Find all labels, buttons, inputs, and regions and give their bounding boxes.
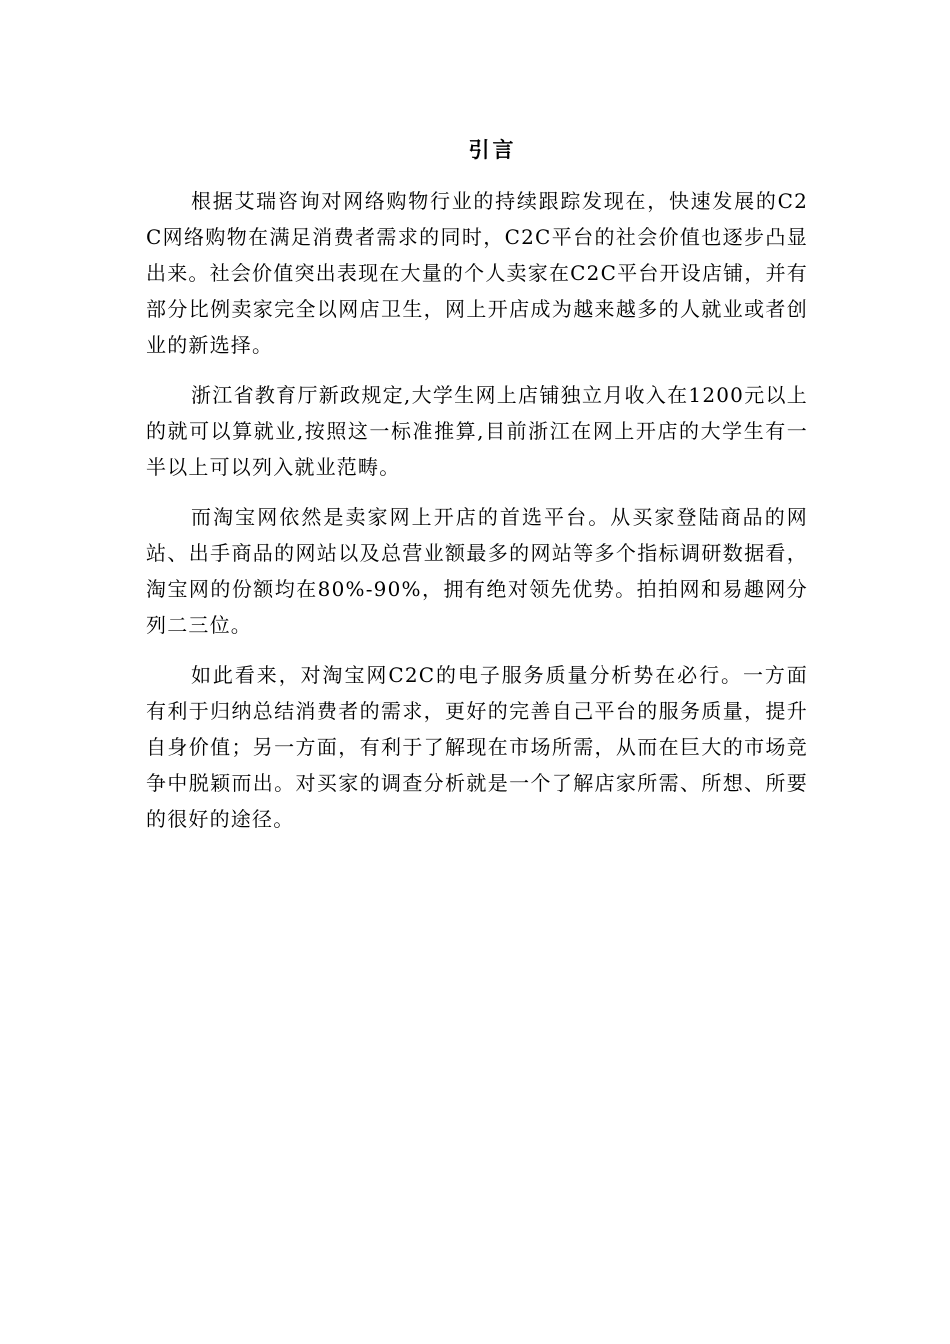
- paragraph-3: 而淘宝网依然是卖家网上开店的首选平台。从买家登陆商品的网站、出手商品的网站以及总营业额最多的网站等多个指标调研数据看，淘宝网的份额均在80%-90%，拥有绝对领先优势。拍拍网和易趣网分列二三位。: [146, 505, 808, 637]
- paragraph-1: 根据艾瑞咨询对网络购物行业的持续跟踪发现在，快速发展的C2C网络购物在满足消费者需求的同时，C2C平台的社会价值也逐步凸显出来。社会价值突出表现在大量的个人卖家在C2C平台开设店铺，并有部分比例卖家完全以网店卫生，网上开店成为越来越多的人就业或者创业的新选择。: [146, 189, 808, 357]
- paragraph-2: 浙江省教育厅新政规定,大学生网上店铺独立月收入在1200元以上的就可以算就业,按照这一标准推算,目前浙江在网上开店的大学生有一半以上可以列入就业范畴。: [146, 383, 808, 479]
- page-title: 引言: [468, 138, 517, 162]
- paragraph-4: 如此看来，对淘宝网C2C的电子服务质量分析势在必行。一方面有利于归纳总结消费者的需求，更好的完善自己平台的服务质量，提升自身价值；另一方面，有利于了解现在市场所需，从而在巨大的市场竞争中脱颖而出。对买家的调查分析就是一个了解店家所需、所想、所要的很好的途径。: [146, 663, 808, 831]
- body-text: [146, 183, 808, 851]
